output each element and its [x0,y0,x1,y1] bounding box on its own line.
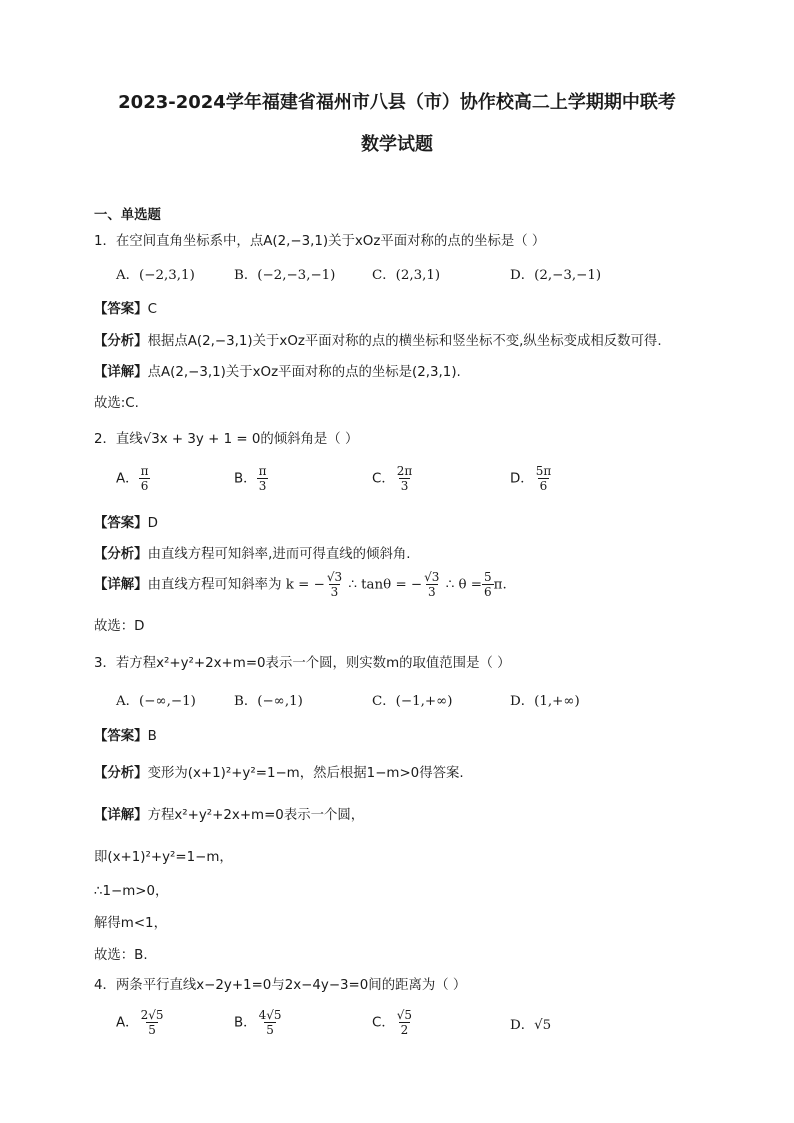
q2-conclusion: 故选：D [94,619,145,634]
q1-answer: 【答案】C [94,302,157,317]
section-heading: 一、单选题 [94,208,161,223]
doc-title-line2: 数学试题 [361,134,433,155]
q3-option-d: D．(1,+∞) [510,694,580,709]
q2-detail: 【详解】由直线方程可知斜率为 k = − $\frac{√3}{3}$ ∴ tanθ = − $\frac{√3}{3}$ ∴ θ = $\frac{5}{6}$ π. [94,570,507,599]
q3-conclusion: 故选：B. [94,948,148,963]
q2-option-c: C． $\frac{2\pi}{3}$ [372,464,413,493]
q1-option-c: C．(2,3,1) [372,268,441,283]
q3-line3: 解得m<1， [94,916,167,931]
q3-stem: 3．若方程x²+y²+2x+m=0表示一个圆，则实数m的取值范围是（ ） [94,656,511,671]
doc-title-line1: 2023-2024学年福建省福州市八县（市）协作校高二上学期期中联考 [118,92,676,113]
q1-detail: 【详解】点A(2,−3,1)关于xOz平面对称的点的坐标是(2,3,1). [94,365,461,380]
q4-option-d: D．√5 [510,1018,552,1033]
q4-option-a: A． $\frac{2√5}{5}$ [116,1008,164,1037]
q3-line2: ∴1−m>0， [94,884,169,899]
q2-option-a: A． $\frac{\pi}{6}$ [116,464,149,493]
q3-detail: 【详解】方程x²+y²+2x+m=0表示一个圆， [94,808,365,823]
q2-answer: 【答案】D [94,516,158,531]
q3-option-b: B．(−∞,1) [234,694,303,709]
q1-option-a: A．(−2,3,1) [116,268,195,283]
q2-analysis: 【分析】由直线方程可知斜率,进而可得直线的倾斜角. [94,547,411,562]
q3-line1: 即(x+1)²+y²=1−m， [94,850,233,865]
q2-stem: 2．直线√3x + 3y + 1 = 0的倾斜角是（ ） [94,432,359,447]
q3-answer: 【答案】B [94,729,157,744]
q3-option-c: C．(−1,+∞) [372,694,453,709]
q4-option-c: C． $\frac{√5}{2}$ [372,1008,413,1037]
q1-analysis: 【分析】根据点A(2,−3,1)关于xOz平面对称的点的横坐标和竖坐标不变,纵坐标变成相反数可得. [94,334,662,349]
q1-conclusion: 故选:C. [94,396,139,411]
q4-stem: 4．两条平行直线x−2y+1=0与2x−4y−3=0间的距离为（ ） [94,978,467,993]
q4-option-b: B． $\frac{4√5}{5}$ [234,1008,282,1037]
q2-option-b: B． $\frac{\pi}{3}$ [234,464,267,493]
q1-stem: 1．在空间直角坐标系中，点A(2,−3,1)关于xOz平面对称的点的坐标是（ ） [94,234,546,249]
q2-option-d: D． $\frac{5\pi}{6}$ [510,464,552,493]
q3-option-a: A．(−∞,−1) [116,694,196,709]
q1-option-d: D．(2,−3,−1) [510,268,602,283]
q3-analysis: 【分析】变形为(x+1)²+y²=1−m，然后根据1−m>0得答案. [94,766,464,781]
q1-option-b: B．(−2,−3,−1) [234,268,336,283]
